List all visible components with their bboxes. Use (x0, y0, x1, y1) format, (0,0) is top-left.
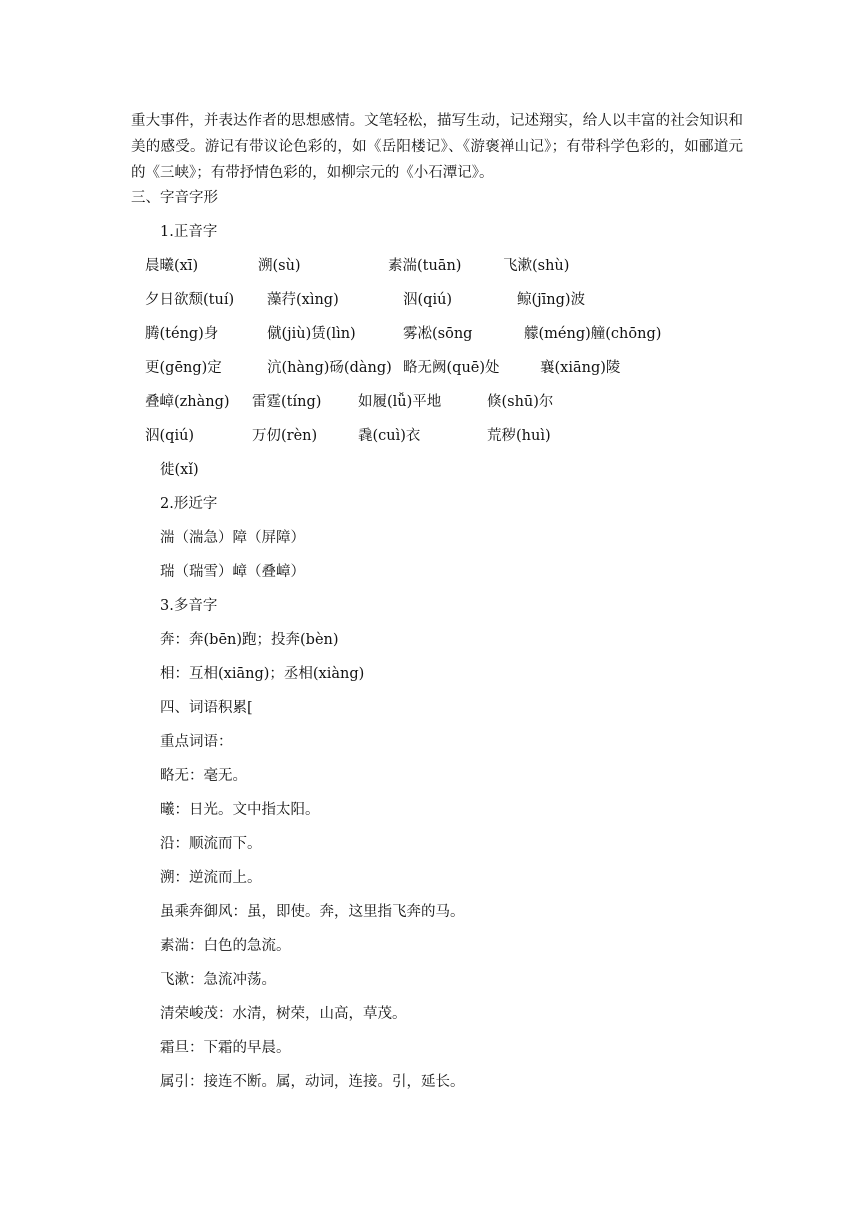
vocab-item: 清荣峻茂：水清，树荣，山高，草茂。 (160, 1006, 407, 1022)
pronunciation-item: 藻荇(xìng) (267, 292, 339, 308)
vocab-item: 虽乘奔御风：虽，即使。奔，这里指飞奔的马。 (160, 904, 465, 920)
vocab-item: 飞漱：急流冲荡。 (160, 972, 276, 988)
pronunciation-item: 略无阙(quē)处 (403, 360, 500, 376)
pronunciation-item: 倏(shū)尔 (487, 394, 554, 410)
vocab-item: 曦：日光。文中指太阳。 (160, 802, 320, 818)
pronunciation-item: 万仞(rèn) (252, 428, 318, 444)
similar-character-item: 瑞（瑞雪）嶂（叠嶂） (160, 564, 305, 580)
pronunciation-item: 荒秽(huì) (487, 428, 551, 444)
intro-paragraph: 重大事件，并表达作者的思想感情。文笔轻松，描写生动，记述翔实，给人以丰富的社会知识和美的感受。游记有带议论色彩的，如《岳阳楼记》、《游褒禅山记》；有带科学色彩的，如郦道元的《三峡》；有带抒情色彩的，如柳宗元的《小石潭记》。 (131, 113, 743, 181)
pronunciation-item: 溯(sù) (258, 258, 301, 274)
pronunciation-item: 襄(xiāng)陵 (540, 360, 621, 376)
pronunciation-item: 夕日欲颓(tuí) (145, 292, 235, 308)
subheading-key-words: 重点词语： (160, 734, 233, 750)
section-heading-pronunciation: 三、字音字形 (131, 190, 218, 206)
pronunciation-extra-item: 徙(xǐ) (160, 462, 199, 478)
vocab-item: 霜旦：下霜的早晨。 (160, 1040, 291, 1056)
pronunciation-item: 素湍(tuān) (388, 258, 462, 274)
polyphone-item: 奔：奔(bēn)跑；投奔(bèn) (160, 632, 339, 648)
subheading-polyphones: 3.多音字 (160, 598, 218, 614)
pronunciation-item: 腾(téng)身 (145, 326, 219, 342)
pronunciation-item: 更(gēng)定 (145, 360, 222, 376)
polyphone-item: 相：互相(xiāng)；丞相(xiàng) (160, 666, 365, 682)
pronunciation-item: 毳(cuì)衣 (358, 428, 421, 444)
subheading-correct-pronunciation: 1.正音字 (160, 224, 218, 240)
vocab-item: 溯：逆流而上。 (160, 870, 262, 886)
pronunciation-item: 艨(méng)艟(chōng) (524, 326, 662, 342)
pronunciation-item: 晨曦(xī) (145, 258, 199, 274)
pronunciation-item: 叠嶂(zhàng) (145, 394, 230, 410)
vocab-item: 属引：接连不断。属，动词，连接。引，延长。 (160, 1074, 465, 1090)
subheading-similar-characters: 2.形近字 (160, 496, 218, 512)
pronunciation-item: 飞漱(shù) (503, 258, 570, 274)
vocab-item: 略无：毫无。 (160, 768, 247, 784)
vocab-item: 素湍：白色的急流。 (160, 938, 291, 954)
pronunciation-item: 僦(jiù)赁(lìn) (267, 326, 356, 342)
pronunciation-item: 沆(hàng)砀(dàng) (267, 360, 392, 376)
vocab-item: 沿：顺流而下。 (160, 836, 262, 852)
pronunciation-item: 雷霆(tíng) (252, 394, 322, 410)
pronunciation-item: 鲸(jīng)波 (517, 292, 586, 308)
section-heading-vocabulary: 四、词语积累[ (160, 700, 253, 716)
pronunciation-item: 泅(qiú) (403, 292, 453, 308)
pronunciation-item: 泅(qiú) (145, 428, 195, 444)
similar-character-item: 湍（湍急）障（屏障） (160, 530, 305, 546)
pronunciation-item: 如履(lǚ)平地 (358, 394, 442, 410)
pronunciation-item: 雾凇(sōng (403, 326, 473, 342)
